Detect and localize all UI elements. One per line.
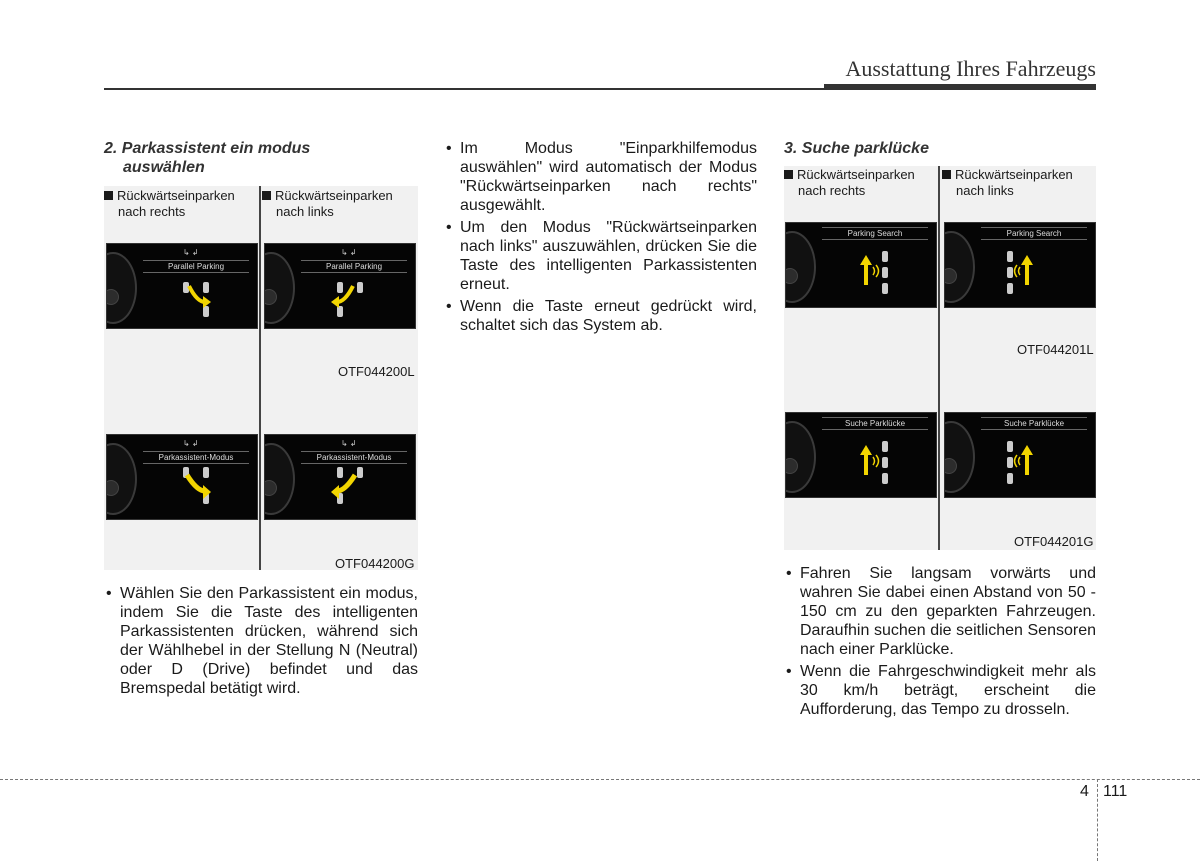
page-header-title: Ausstattung Ihres Fahrzeugs <box>845 56 1096 81</box>
figure-code: OTF044201L <box>1017 342 1094 357</box>
section-2-title: 2. Parkassistent ein modus auswählen <box>104 140 311 176</box>
figure-divider <box>938 166 940 550</box>
list-item: • Wählen Sie den Parkassistent ein modus, indem Sie die Taste des intelligenten Parkassistenten drücken, während sich der Wählhebel in der Stellung N (Neutral) oder D (Drive) befindet und das Bremspedal betätigt wird. <box>104 584 418 698</box>
page-number: 111 <box>1103 783 1128 800</box>
screen-title: Parking Search <box>822 227 928 240</box>
reverse-path-arrow-icon <box>265 244 415 328</box>
park-direction-icons: ↳ ↲ <box>183 439 199 448</box>
list-item: • Um den Modus "Rückwärtseinparken nach links" auszuwählen, drücken Sie die Taste des intelligenten Parkassistenten erneut. <box>444 218 757 294</box>
label-reverse-left: Rückwärtseinparken nach links <box>942 167 1073 199</box>
reverse-path-arrow-icon <box>265 435 415 519</box>
screen-title: Suche Parklücke <box>822 417 928 430</box>
park-direction-icons: ↳ ↲ <box>183 248 199 257</box>
list-item: • Fahren Sie langsam vorwärts und wahren Sie dabei einen Abstand von 50 - 150 cm zu den geparkten Fahrzeugen. Daraufhin suchen die seitlichen Sensoren nach einer Parklücke. <box>784 564 1096 659</box>
figure-code: OTF044200L <box>338 364 415 379</box>
label-reverse-right: Rückwärtseinparken nach rechts <box>104 188 235 220</box>
header-rule-accent <box>824 84 1096 90</box>
screen-title: Parkassistent-Modus <box>143 451 249 464</box>
park-direction-icons: ↳ ↲ <box>341 248 357 257</box>
screen-title: Suche Parklücke <box>981 417 1087 430</box>
screen-park-mode-left <box>264 434 416 520</box>
section-3-title: 3. Suche parklücke <box>784 140 929 157</box>
figure-code: OTF044201G <box>1014 534 1094 549</box>
screen-title: Parallel Parking <box>301 260 407 273</box>
section-2-bullets <box>104 584 418 701</box>
section-3-bullets <box>784 564 1096 722</box>
label-reverse-left: Rückwärtseinparken nach links <box>262 188 393 220</box>
forward-arrow-sensor-icon <box>786 223 936 307</box>
screen-title: Parallel Parking <box>143 260 249 273</box>
list-item: • Wenn die Fahrgeschwindigkeit mehr als 30 km/h beträgt, erscheint die Aufforderung, das Tempo zu drosseln. <box>784 662 1096 719</box>
screen-search-right <box>785 412 937 498</box>
forward-arrow-sensor-icon <box>945 413 1095 497</box>
figure-divider <box>259 186 261 570</box>
park-direction-icons: ↳ ↲ <box>341 439 357 448</box>
forward-arrow-sensor-icon <box>945 223 1095 307</box>
screen-parallel-parking-right <box>106 243 258 329</box>
figure-code: OTF044200G <box>335 556 415 571</box>
forward-arrow-sensor-icon <box>786 413 936 497</box>
footer-vertical-rule <box>1097 779 1098 861</box>
screen-title: Parking Search <box>981 227 1087 240</box>
reverse-path-arrow-icon <box>107 244 257 328</box>
screen-title: Parkassistent-Modus <box>301 451 407 464</box>
reverse-path-arrow-icon <box>107 435 257 519</box>
footer-rule <box>0 779 1200 780</box>
middle-bullets <box>444 139 757 338</box>
list-item: • Wenn die Taste erneut gedrückt wird, schaltet sich das System ab. <box>444 297 757 335</box>
screen-park-mode-right <box>106 434 258 520</box>
screen-parking-search-right <box>785 222 937 308</box>
screen-search-left <box>944 412 1096 498</box>
screen-parallel-parking-left <box>264 243 416 329</box>
list-item: • Im Modus "Einparkhilfemodus auswählen" wird automatisch der Modus "Rückwärtseinparken nach rechts" ausgewählt. <box>444 139 757 215</box>
chapter-number: 4 <box>1080 783 1089 800</box>
label-reverse-right: Rückwärtseinparken nach rechts <box>784 167 915 199</box>
screen-parking-search-left <box>944 222 1096 308</box>
